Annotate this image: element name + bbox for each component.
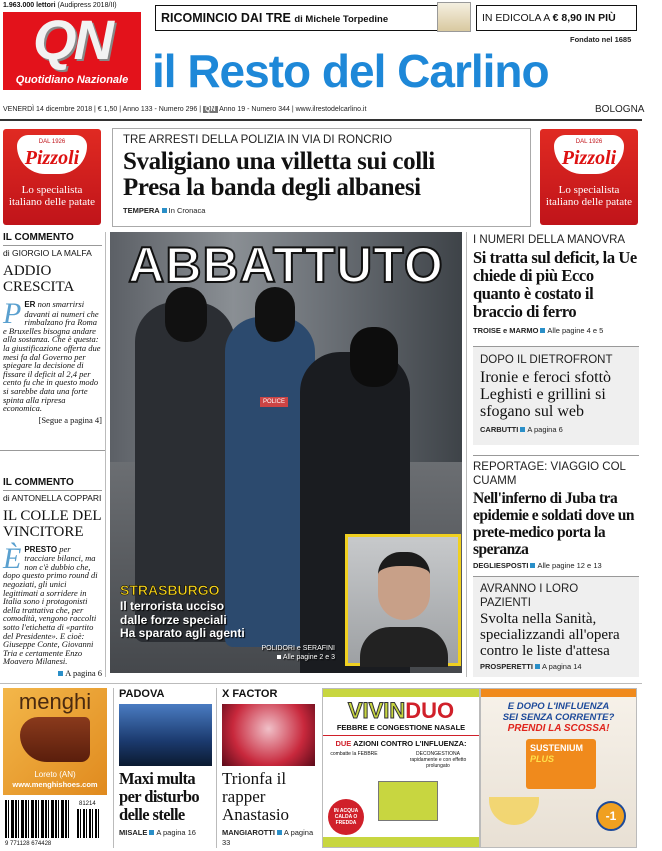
square-bullet-icon <box>530 563 535 568</box>
byline-author: CARBUTTI <box>480 425 519 434</box>
page-ref: In Cronaca <box>168 206 206 215</box>
story-headline: Nell'inferno di Juba tra epidemie e soldati dove un prete-medico porta la speranza <box>473 490 634 558</box>
caption-line: Ha sparato agli agenti <box>120 626 245 640</box>
square-bullet-icon <box>520 427 525 432</box>
product-name: SUSTENIUM <box>530 743 584 753</box>
product-box <box>378 781 438 821</box>
page-ref: A pagina 6 <box>527 425 563 434</box>
ad-stripe <box>323 689 479 697</box>
promo-price-label: IN EDICOLA A <box>482 12 550 24</box>
readers-source: (Audipress 2018/II) <box>57 2 117 9</box>
photo-kicker: STRASBURGO <box>120 582 220 598</box>
promo-author: di Michele Torpedine <box>294 14 389 25</box>
boot-image <box>20 717 90 762</box>
page-ref[interactable] <box>3 668 102 678</box>
headline-part: DUE <box>335 739 352 748</box>
story-headline: Ironie e feroci sfottò Leghisti e grillini si sfogano sul web <box>480 369 612 420</box>
logo-part: DUO <box>405 698 455 723</box>
page-ref: Alle pagine 12 e 13 <box>537 561 602 570</box>
right-story-1[interactable] <box>473 233 639 336</box>
left-column <box>3 232 102 678</box>
singer-photo <box>222 704 315 766</box>
top-story-kicker: TRE ARRESTI DELLA POLIZIA IN VIA DI RONCRIO <box>123 134 393 146</box>
vivinduo-logo <box>323 699 479 723</box>
portrait-face <box>378 552 430 620</box>
promo-banner[interactable] <box>155 5 462 31</box>
column-divider <box>0 450 105 451</box>
column-divider <box>105 232 106 677</box>
promo-price-value: € 8,90 IN PIÙ <box>552 12 616 24</box>
tea-cup <box>489 797 539 825</box>
page-ref: A pagina 16 <box>156 828 196 837</box>
barcode-bars <box>5 800 69 838</box>
ad-stripe <box>323 837 479 847</box>
top-story[interactable] <box>112 128 531 227</box>
square-bullet-icon <box>162 208 167 213</box>
balaclava-head <box>165 287 207 342</box>
square-bullet-icon <box>277 830 282 835</box>
story-kicker: REPORTAGE: VIAGGIO COL CUAMM <box>473 461 626 487</box>
story-headline: Svolta nella Sanità, specializzandi all'opera contro le liste d'attesa <box>480 611 620 659</box>
promo-title: RICOMINCIO DAI TRE <box>161 11 291 25</box>
page-ref: A pagina 14 <box>541 662 582 671</box>
drop-cap: È <box>3 541 22 575</box>
dateline <box>3 105 366 115</box>
drop-cap: P <box>3 297 22 330</box>
commento-label: IL COMMENTO <box>3 232 102 246</box>
story-byline <box>473 326 639 336</box>
dateline-text-2: Anno 19 - Numero 344 | www.ilrestodelcarlino.it <box>219 106 367 113</box>
barcode <box>5 800 105 848</box>
square-bullet-icon <box>149 830 154 835</box>
top-story-headline-1: Svaligiano una villetta sui colli <box>123 148 435 175</box>
newspaper-title[interactable]: il Resto del Carlino <box>152 45 549 97</box>
barcode-issue: 81214 <box>79 801 96 807</box>
pizzoli-tagline: Lo specialista italiano delle patate <box>8 184 96 208</box>
qn-letters: QN <box>33 12 111 71</box>
top-story-byline <box>123 206 520 216</box>
column-divider <box>216 688 217 848</box>
story-byline <box>473 561 639 571</box>
menghi-location: Loreto (AN) <box>34 770 76 779</box>
pizzoli-since: DAL 1926 <box>17 135 87 146</box>
sustenium-ad[interactable] <box>480 688 637 848</box>
vivinduo-subtitle: FEBBRE E CONGESTIONE NASALE <box>323 723 479 736</box>
police-badge: POLICE <box>260 397 288 407</box>
logo-part: VIVIN <box>347 698 406 723</box>
ad-line: SEI SENZA CORRENTE? <box>502 712 615 723</box>
column-divider <box>113 688 114 848</box>
photo-headline: ABBATTUTO <box>128 237 444 293</box>
story-headline: Maxi multa per disturbo delle stelle <box>119 769 200 824</box>
commento-body <box>3 541 102 667</box>
qn-logo[interactable] <box>3 12 141 90</box>
product-sub: PLUS <box>530 754 555 764</box>
commento-title: IL COLLE DEL VINCITORE <box>3 507 102 540</box>
pizzoli-brand: Pizzoli <box>17 146 87 174</box>
barcode-number: 9 771128 674428 <box>5 841 52 847</box>
commento-author: di GIORGIO LA MALFA <box>3 248 92 258</box>
suspect-portrait <box>345 534 461 666</box>
caption-line: dalle forze speciali <box>120 612 227 627</box>
page-ref-text: A pagina 6 <box>65 668 102 678</box>
vivinduo-ad[interactable] <box>322 688 480 848</box>
menghi-url: www.menghishoes.com <box>12 780 98 789</box>
balaclava-head <box>350 327 398 387</box>
story-kicker: PADOVA <box>119 688 165 700</box>
commento-text: non smarrirsi davanti ai numeri che rimbalzano fra Roma e Bruxelles bisogna andare alla sostanza. Che è questa: la giustificazione offerta due mesi fa dal Governo per spiegare la decisione di fissare il deficit al 2,4 per cento fu che in questo modo si sarebbe data una forte spinta alla ripresa economica. <box>3 299 101 414</box>
commento-body <box>3 297 102 414</box>
pizzoli-ad-right[interactable] <box>540 129 638 225</box>
product-box <box>526 739 596 789</box>
commento-author: di ANTONELLA COPPARI <box>3 492 102 503</box>
edition-label: BOLOGNA <box>595 104 645 115</box>
ad-line: E DOPO L'INFLUENZA <box>507 701 610 712</box>
byline-author: PROSPERETTI <box>480 662 533 671</box>
commento-2[interactable] <box>3 477 102 678</box>
top-story-headline-2: Presa la banda degli albanesi <box>123 174 421 201</box>
headline-part: AZIONI CONTRO L'INFLUENZA: <box>353 739 467 748</box>
right-story-2[interactable] <box>473 346 639 445</box>
story-headline: Si tratta sul deficit, la Ue chiede di più Ecco quanto è costato il braccio di ferro <box>473 248 637 321</box>
ad-badge: IN ACQUA CALDA O FREDDA <box>328 799 364 835</box>
byline-author: DEGLIESPOSTI <box>473 561 529 570</box>
byline-author: MANGIAROTTI <box>222 828 275 837</box>
right-story-3[interactable] <box>473 455 639 571</box>
bottom-story-padova[interactable] <box>119 688 212 838</box>
discount-badge: -1 <box>596 801 626 831</box>
page-ref: Alle pagine 4 e 5 <box>547 326 604 335</box>
promo-price-box <box>476 5 637 31</box>
photo-caption <box>120 600 245 641</box>
story-kicker: X FACTOR <box>222 688 278 700</box>
column-divider <box>466 232 467 677</box>
byline-author: TEMPERA <box>123 206 160 215</box>
masthead-rule <box>0 119 642 121</box>
ad-line: PRENDI LA SCOSSA! <box>507 723 610 734</box>
story-kicker: AVRANNO I LORO PAZIENTI <box>480 583 579 609</box>
page-ref: A pagina 33 <box>222 828 314 847</box>
story-byline <box>480 425 632 435</box>
qn-tagline: Quotidiano Nazionale <box>15 74 129 86</box>
right-story-4[interactable] <box>473 576 639 677</box>
pizzoli-tagline: Lo specialista italiano delle patate <box>545 184 633 208</box>
story-kicker: I NUMERI DELLA MANOVRA <box>473 234 626 246</box>
section-rule <box>0 683 642 684</box>
dateline-text: VENERDÌ 14 dicembre 2018 | € 1,50 | Anno 133 - Numero 296 | <box>3 106 202 113</box>
byline-author: POLIDORI e SERAFINI <box>261 645 335 652</box>
promo-book-image <box>437 2 471 32</box>
story-kicker: DOPO IL DIETROFRONT <box>480 354 613 366</box>
balaclava-head <box>255 287 295 342</box>
story-headline: Trionfa il rapper Anastasio <box>222 769 290 824</box>
readers-number: 1.963.000 lettori <box>3 2 56 9</box>
story-byline <box>480 662 632 672</box>
pizzoli-since: DAL 1926 <box>554 135 624 146</box>
night-sky-photo <box>119 704 212 766</box>
square-bullet-icon <box>535 664 540 669</box>
commento-label: IL COMMENTO <box>3 477 102 491</box>
caption-line: Il terrorista ucciso <box>120 599 225 613</box>
page-ref: Alle pagine 2 e 3 <box>282 654 335 661</box>
ad-left-text: combatte la FEBBRE <box>330 751 378 757</box>
founded-date: Fondato nel 1685 <box>570 35 632 44</box>
menghi-brand: menghi <box>18 689 92 714</box>
story-byline <box>119 828 212 838</box>
ad-right-text: DECONGESTIONA rapidamente e con effetto prolungato <box>409 751 467 769</box>
pizzoli-ad-left[interactable] <box>3 129 101 225</box>
portrait-shoulders <box>360 627 448 667</box>
bottom-story-xfactor[interactable] <box>222 688 315 848</box>
menghi-ad[interactable] <box>3 688 107 795</box>
photo-byline <box>110 644 335 662</box>
square-bullet-icon <box>58 671 63 676</box>
byline-author: TROISE e MARMO <box>473 326 539 335</box>
readers-count <box>3 1 117 10</box>
commento-text: per tracciare bilanci, ma non c'è dubbio che, dopo questo primo round di negoziati, gli unici legittimati a sorridere in Italia sono i protagonisti della trattativa che, per comodità, vengono raccolti sotto l'etichetta di «partito del Presidente». E cioè: Giuseppe Conte, Giovanni Tria e certamente Enzo Moavero Milanesi. <box>3 543 98 667</box>
byline-author: MISALE <box>119 828 148 837</box>
continue-ref[interactable]: [Segue a pagina 4] <box>38 414 102 425</box>
dateline-qn-badge: QN <box>205 106 216 113</box>
commento-1[interactable] <box>3 232 102 425</box>
barcode-addon <box>77 809 101 838</box>
lead-word: ER <box>24 300 36 309</box>
pizzoli-brand: Pizzoli <box>554 146 624 174</box>
main-photo[interactable] <box>110 232 462 673</box>
lead-word: PRESTO <box>24 544 58 554</box>
story-byline <box>222 828 315 848</box>
square-bullet-icon <box>277 655 281 659</box>
ad-stripe <box>481 689 636 697</box>
commento-title: ADDIO CRESCITA <box>3 263 75 295</box>
square-bullet-icon <box>540 328 545 333</box>
